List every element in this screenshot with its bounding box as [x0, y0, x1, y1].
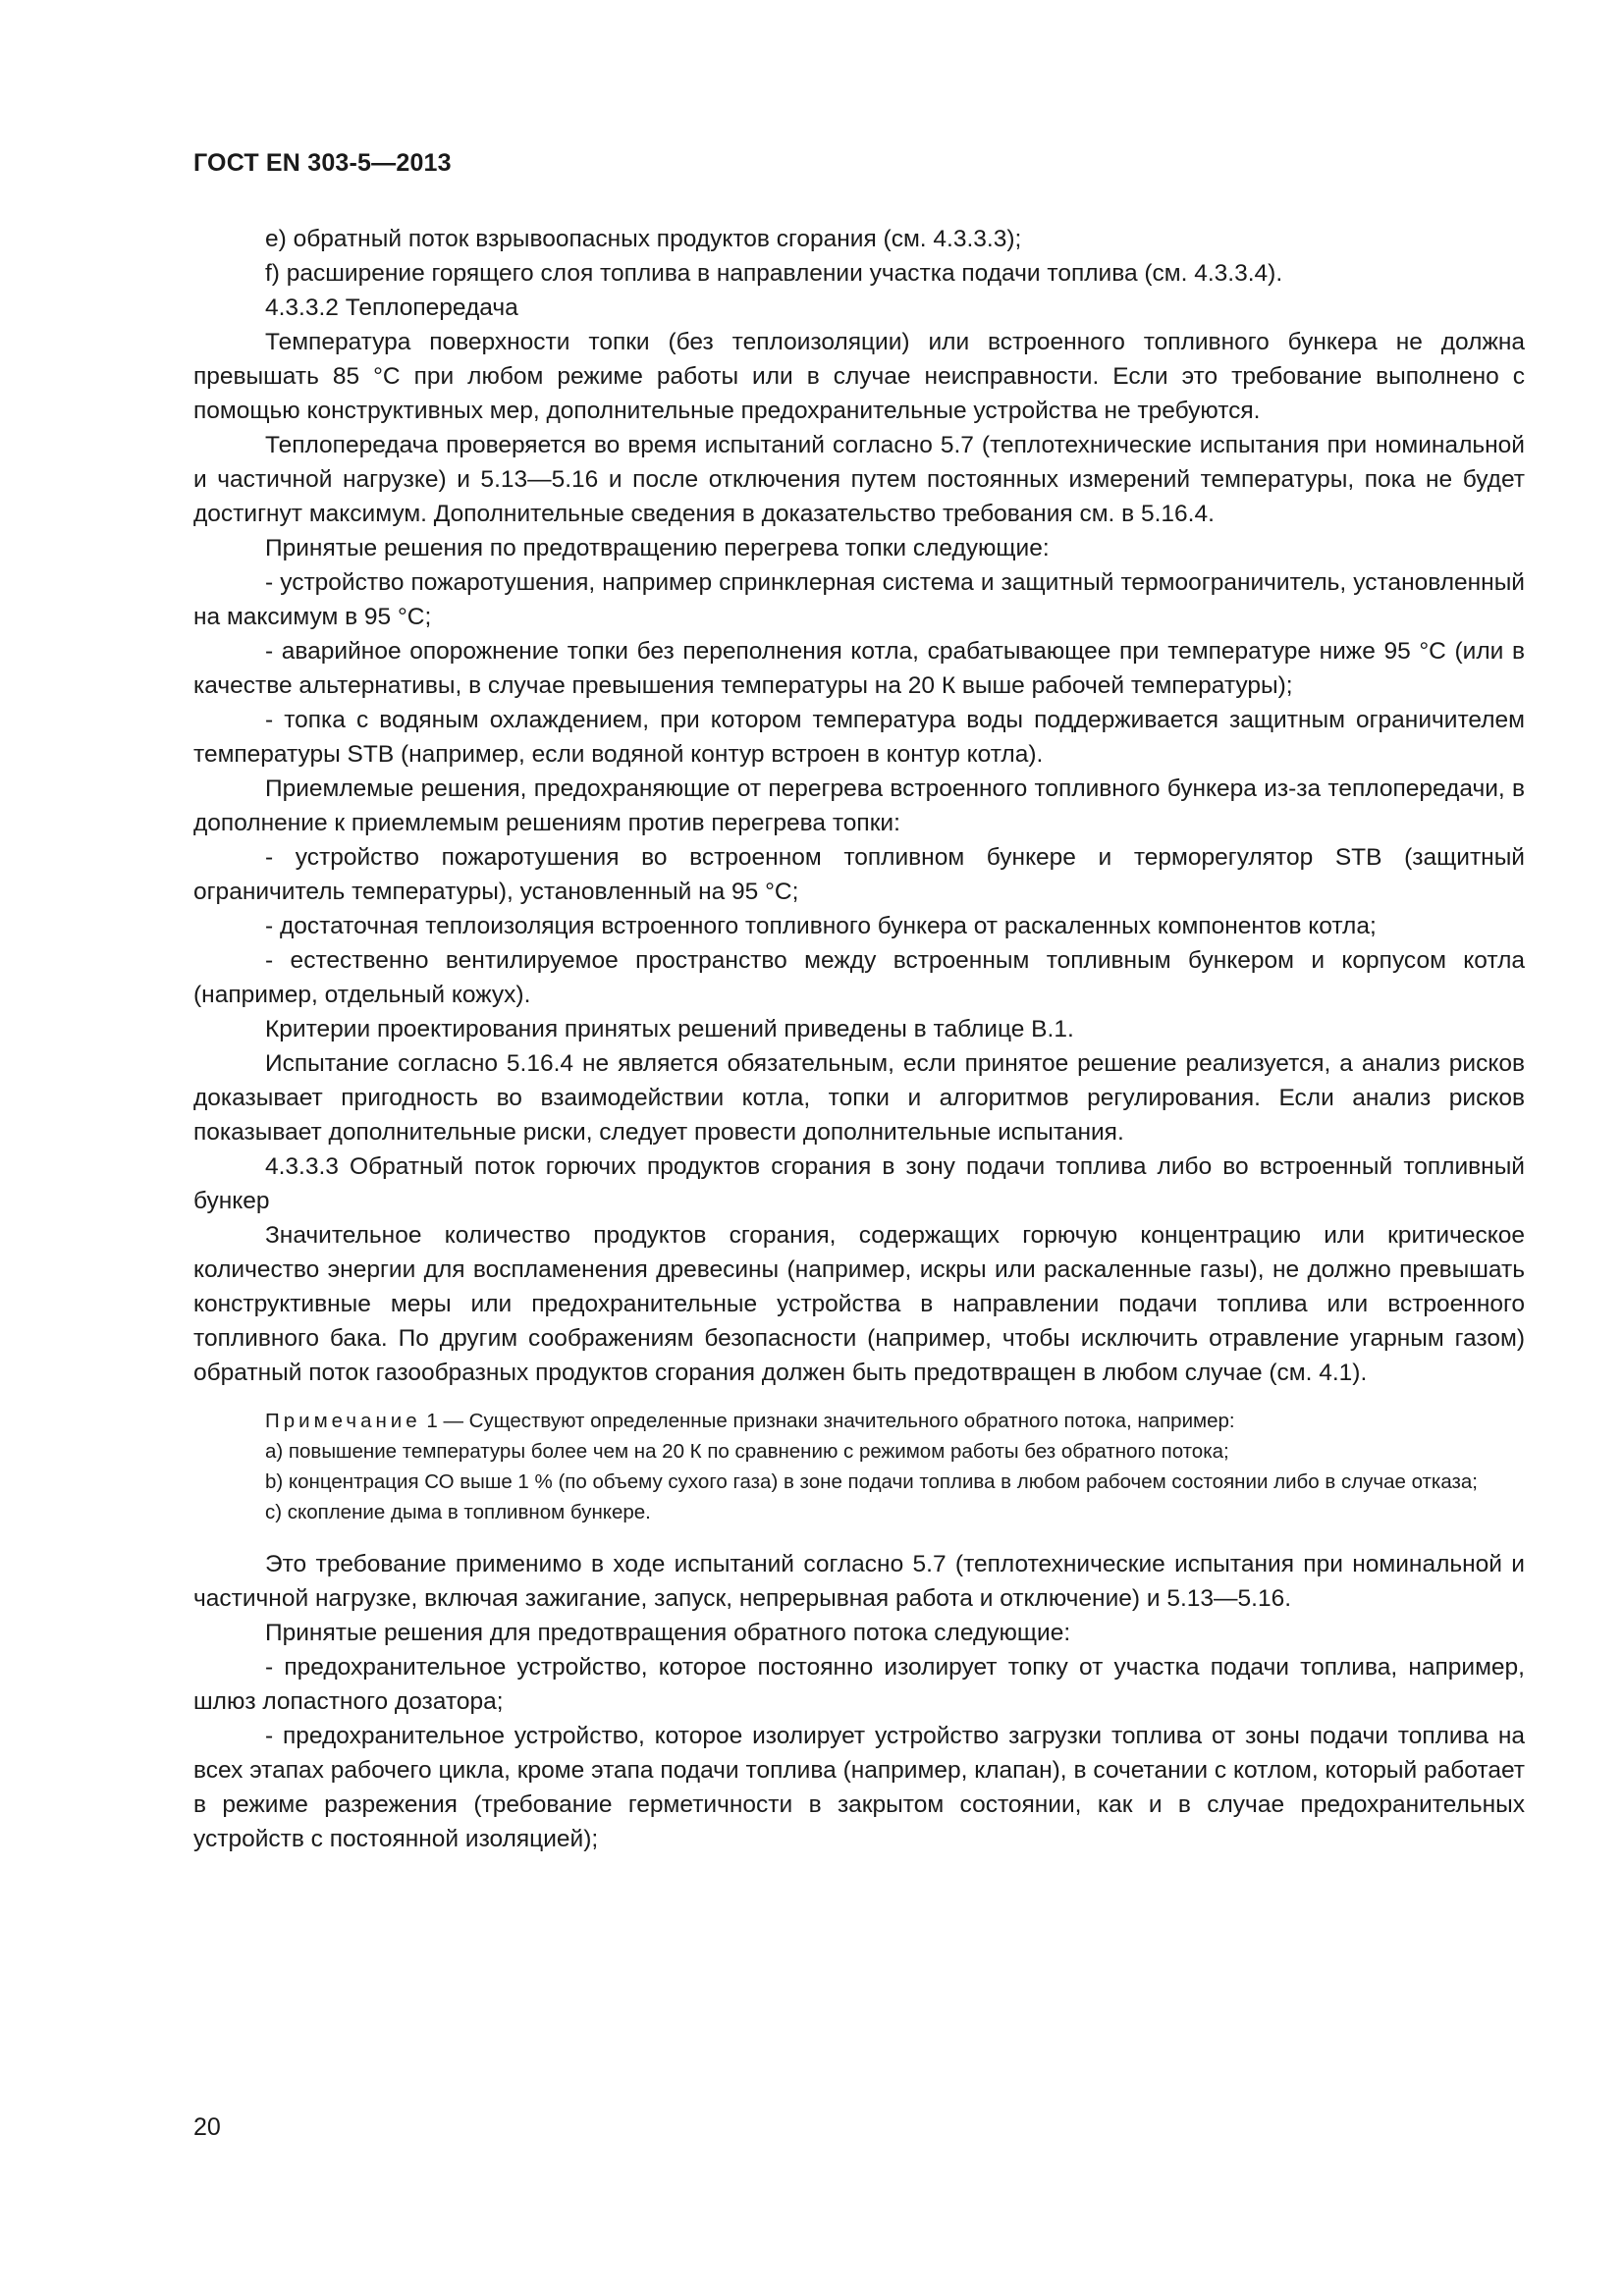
paragraph: Это требование применимо в ходе испытаний согласно 5.7 (теплотехнические испытания при номинальной и частичной нагрузке, включая зажигание, запуск, непрерывная работа и отключение) и 5.13—5.16. — [193, 1551, 1525, 1612]
note-label: Примечание — [265, 1410, 421, 1432]
paragraph: Приемлемые решения, предохраняющие от перегрева встроенного топливного бункера из-за теплопередачи, в дополнение к приемлемым решениям против перегрева топки: — [193, 775, 1525, 836]
document-header: ГОСТ EN 303-5—2013 — [193, 149, 452, 177]
note-block — [193, 1406, 1525, 1527]
list-item: - достаточная теплоизоляция встроенного топливного бункера от раскаленных компонентов котла; — [265, 913, 1377, 939]
list-item-f: f) расширение горящего слоя топлива в направлении участка подачи топлива (см. 4.3.3.4). — [265, 260, 1283, 287]
paragraph: Теплопередача проверяется во время испытаний согласно 5.7 (теплотехнические испытания при номинальной и частичной нагрузке) и 5.13—5.16 и после отключения путем постоянных измерений температуры, пока не будет достигнут максимум. Дополнительные сведения в доказательство требования см. в 5.16.4. — [193, 432, 1525, 527]
note-item: с) скопление дыма в топливном бункере. — [265, 1501, 651, 1523]
paragraph: Испытание согласно 5.16.4 не является обязательным, если принятое решение реализуется, а анализ рисков доказывает пригодность во взаимодействии котла, топки и алгоритмов регулирования. Если анализ рисков показывает дополнительные риски, следует провести дополнительные испытания. — [193, 1050, 1525, 1146]
note-item: а) повышение температуры более чем на 20 К по сравнению с режимом работы без обратного потока; — [265, 1440, 1229, 1463]
page-number: 20 — [193, 2113, 221, 2141]
paragraph: Принятые решения по предотвращению перегрева топки следующие: — [265, 535, 1050, 561]
paragraph: Значительное количество продуктов сгорания, содержащих горючую концентрацию или критическое количество энергии для воспламенения древесины (например, искры или раскаленные газы), не должно превышать конструктивные меры или предохранительные устройства в направлении подачи топлива или встроенного топливного бака. По другим соображениям безопасности (например, чтобы исключить отравление угарным газом) обратный поток газообразных продуктов сгорания должен быть предотвращен в любом случае (см. 4.1). — [193, 1222, 1525, 1386]
list-item: - предохранительное устройство, которое постоянно изолирует топку от участка подачи топлива, например, шлюз лопастного дозатора; — [193, 1654, 1525, 1715]
section-heading-4-3-3-3: 4.3.3.3 Обратный поток горючих продуктов сгорания в зону подачи топлива либо во встроенный топливный бункер — [193, 1153, 1525, 1214]
document-body — [193, 222, 1525, 1856]
list-item: - устройство пожаротушения, например спринклерная система и защитный термоограничитель, установленный на максимум в 95 °С; — [193, 569, 1525, 630]
list-item: - предохранительное устройство, которое изолирует устройство загрузки топлива от зоны подачи топлива на всех этапах рабочего цикла, кроме этапа подачи топлива (например, клапан), в сочетании с котлом, который работает в режиме разрежения (требование герметичности в закрытом состоянии, как и в случае предохранительных устройств с постоянной изоляцией); — [193, 1723, 1525, 1852]
paragraph: Температура поверхности топки (без теплоизоляции) или встроенного топливного бункера не должна превышать 85 °С при любом режиме работы или в случае неисправности. Если это требование выполнено с помощью конструктивных мер, дополнительные предохранительные устройства не требуются. — [193, 329, 1525, 424]
paragraph: Принятые решения для предотвращения обратного потока следующие: — [265, 1620, 1071, 1646]
section-heading-4-3-3-2: 4.3.3.2 Теплопередача — [265, 294, 518, 321]
list-item: - естественно вентилируемое пространство между встроенным топливным бункером и корпусом котла (например, отдельный кожух). — [193, 947, 1525, 1008]
note-intro — [193, 1406, 1525, 1436]
list-item-e: e) обратный поток взрывоопасных продуктов сгорания (см. 4.3.3.3); — [265, 226, 1022, 252]
list-item: - топка с водяным охлаждением, при котором температура воды поддерживается защитным ограничителем температуры STB (например, если водяной контур встроен в контур котла). — [193, 707, 1525, 768]
paragraph: Критерии проектирования принятых решений приведены в таблице В.1. — [265, 1016, 1074, 1042]
list-item: - аварийное опорожнение топки без переполнения котла, срабатывающее при температуре ниже 95 °С (или в качестве альтернативы, в случае превышения температуры на 20 К выше рабочей температуры); — [193, 638, 1525, 699]
list-item: - устройство пожаротушения во встроенном топливном бункере и терморегулятор STB (защитный ограничитель температуры), установленный на 95 °С; — [193, 844, 1525, 905]
note-text: 1 — Существуют определенные признаки значительного обратного потока, например: — [420, 1410, 1235, 1432]
note-item: b) концентрация СО выше 1 % (по объему сухого газа) в зоне подачи топлива в любом рабочем состоянии либо в случае отказа; — [265, 1470, 1479, 1493]
